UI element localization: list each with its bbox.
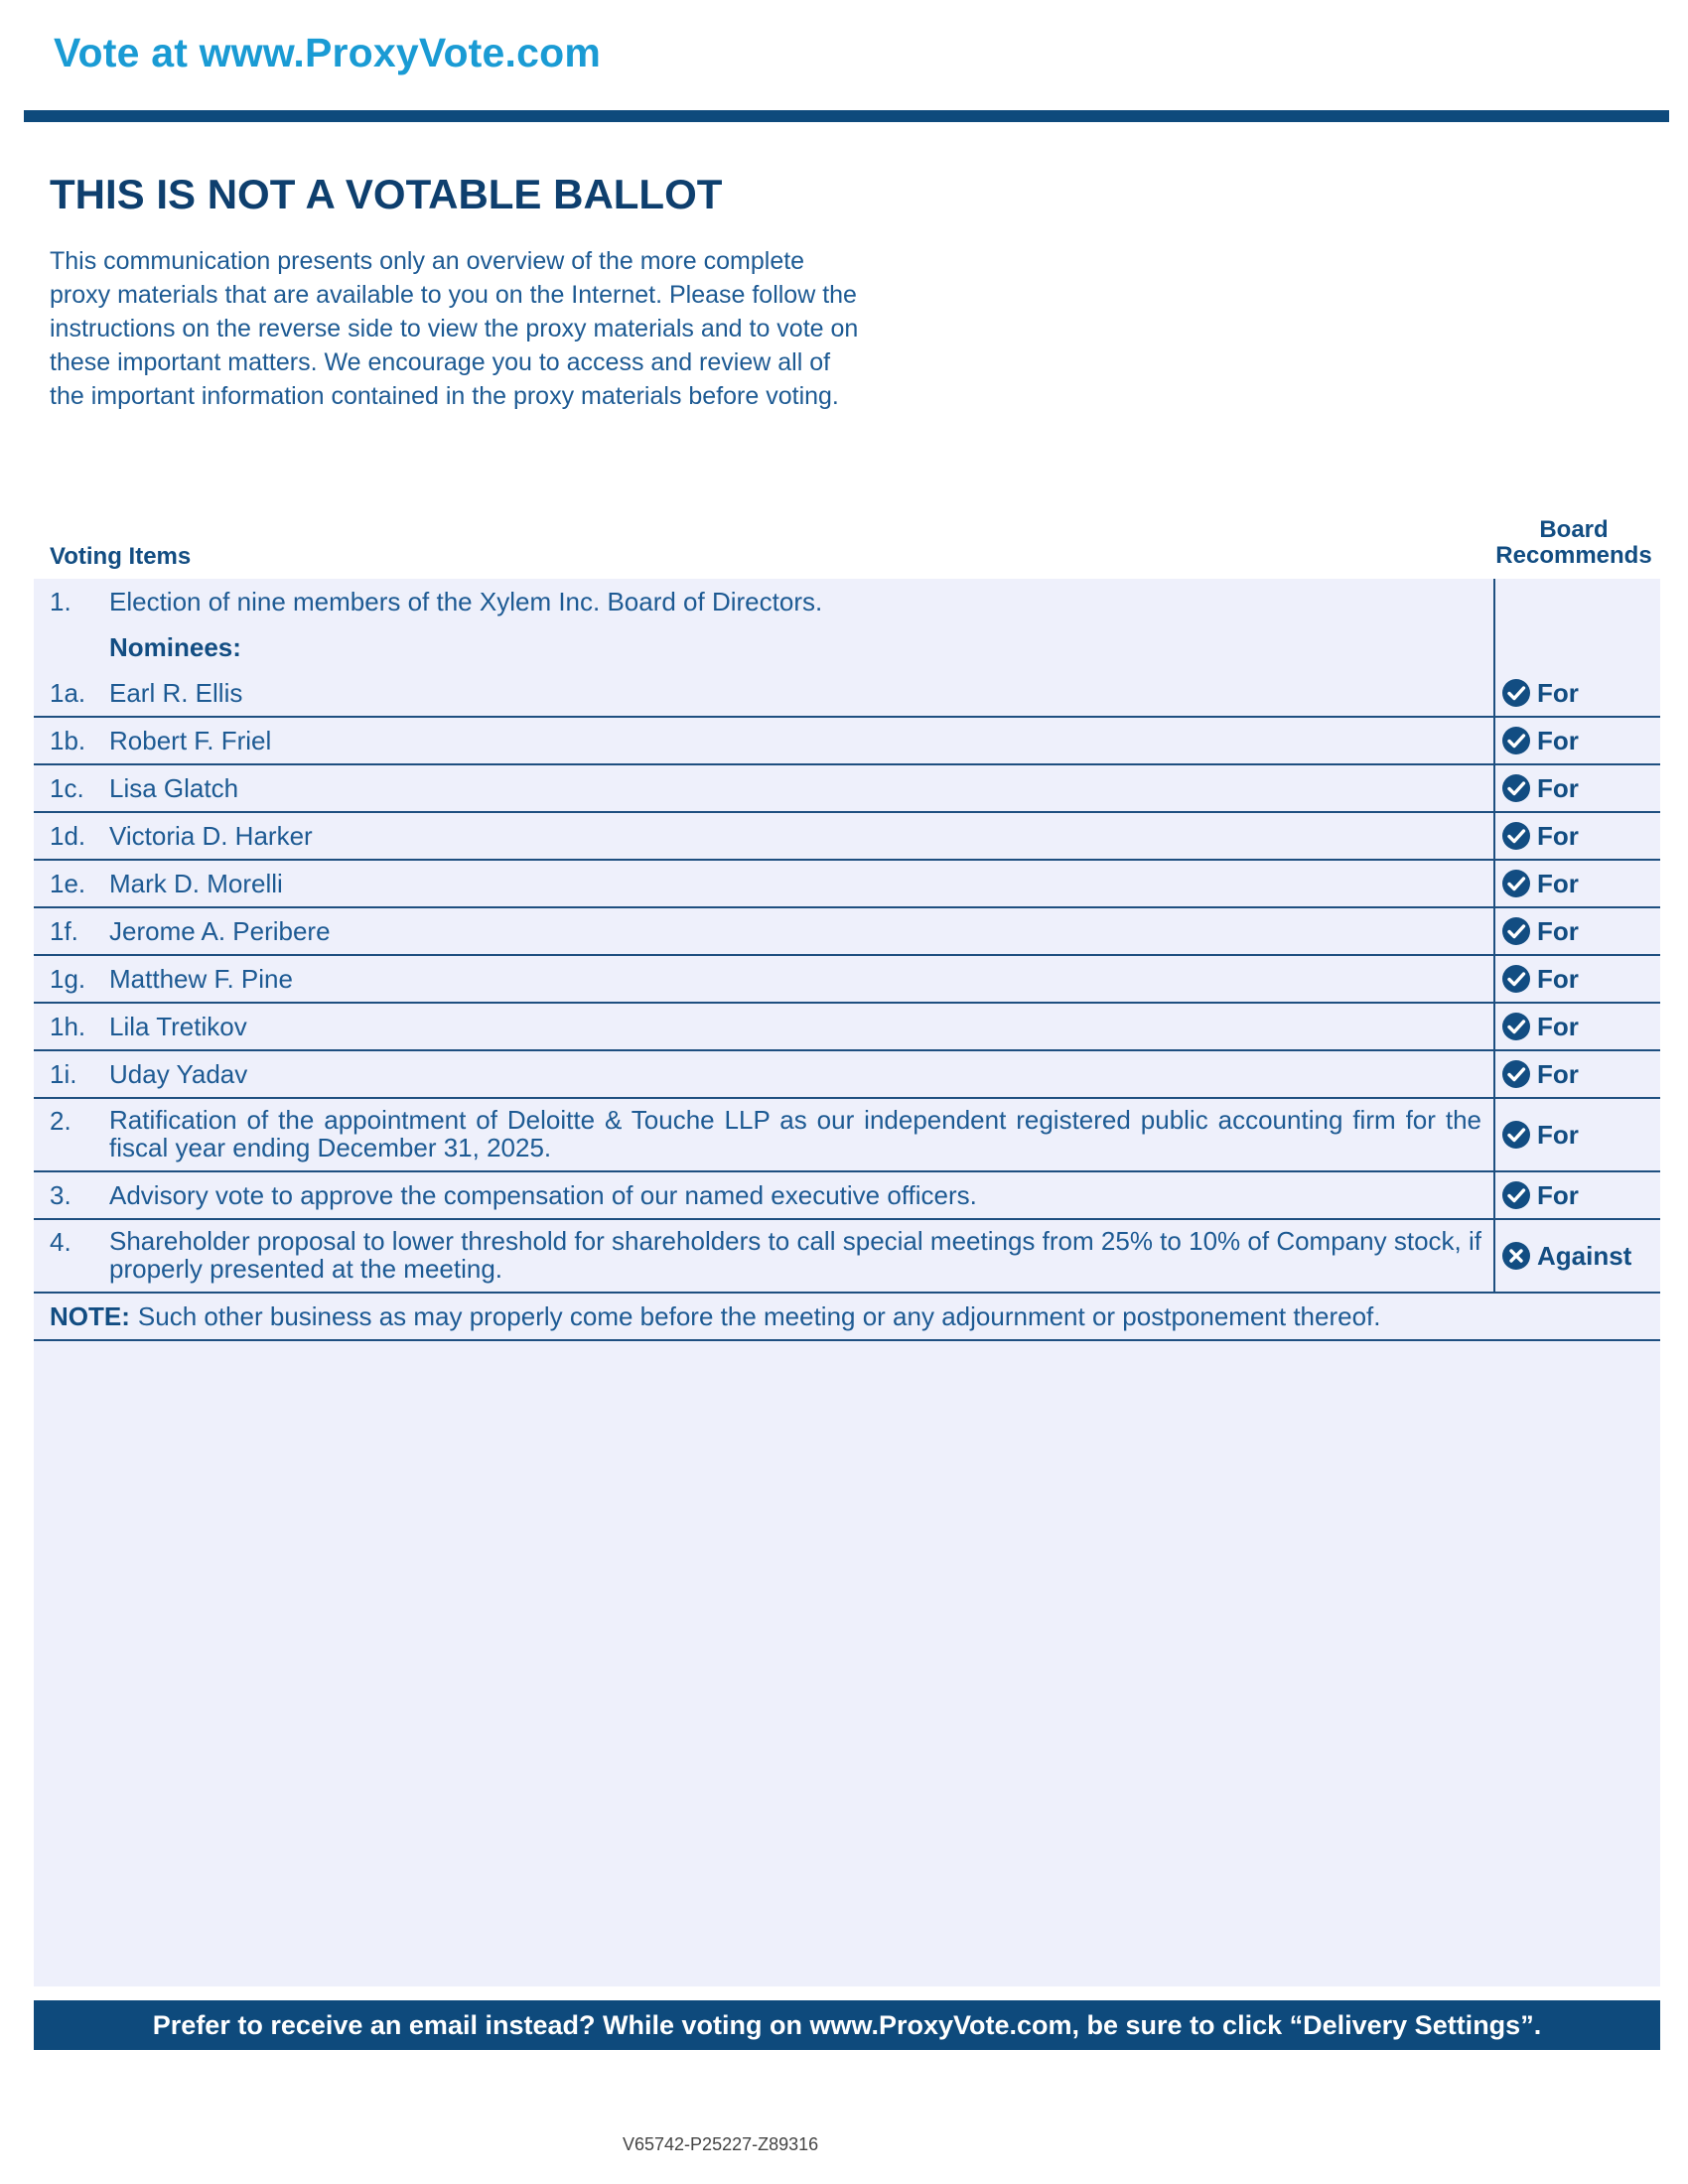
item-text: Lisa Glatch <box>109 772 239 803</box>
footer-code: V65742-P25227-Z89316 <box>623 2134 819 2154</box>
table-row <box>34 1172 1660 1220</box>
note-text: Such other business as may properly come before the meeting or any adjournment or postponement thereof. <box>137 1300 1381 1331</box>
item-text: Earl R. Ellis <box>109 677 243 708</box>
board-recommendation <box>1501 1241 1631 1272</box>
top-rule <box>24 110 1669 122</box>
check-circle-icon <box>1501 1059 1537 1089</box>
table-row <box>34 813 1660 861</box>
item-number: 1f. <box>50 915 78 946</box>
item-number: 1c. <box>50 772 84 803</box>
table-row <box>34 861 1660 908</box>
check-circle-icon <box>1501 1120 1537 1150</box>
rows-container <box>34 670 1660 1294</box>
item-text: Matthew F. Pine <box>109 963 293 994</box>
board-recommendation <box>1501 726 1579 756</box>
recommendation-label: For <box>1537 1119 1579 1150</box>
table-row <box>34 1099 1660 1172</box>
item-text: Advisory vote to approve the compensation of our named executive officers. <box>109 1179 977 1210</box>
item-text: Shareholder proposal to lower threshold for shareholders to call special meetings from 25% to 10% of Company stock, if properly presented at the meeting. <box>109 1226 1481 1284</box>
board-recommendation <box>1501 773 1579 804</box>
table-row <box>34 956 1660 1004</box>
voting-items-table <box>34 579 1660 1341</box>
item-text: Lila Tretikov <box>109 1011 247 1041</box>
item-number: 3. <box>50 1179 71 1210</box>
board-recommends-header <box>1489 517 1658 569</box>
item-number: 1b. <box>50 725 86 755</box>
recommendation-label: For <box>1537 868 1579 898</box>
recommendation-label: For <box>1537 677 1579 708</box>
item-1-row <box>34 579 1660 624</box>
board-recommendation <box>1501 1180 1579 1211</box>
table-row <box>34 670 1660 718</box>
table-row <box>34 908 1660 956</box>
check-circle-icon <box>1501 726 1537 755</box>
item-number: 1g. <box>50 963 86 994</box>
check-circle-icon <box>1501 1180 1537 1210</box>
check-circle-icon <box>1501 916 1537 946</box>
table-row <box>34 1051 1660 1099</box>
item-number: 1a. <box>50 677 86 708</box>
board-recommends-line2: Recommends <box>1495 542 1652 569</box>
check-circle-icon <box>1501 678 1537 708</box>
table-row <box>34 1220 1660 1294</box>
recommendation-label: For <box>1537 1058 1579 1089</box>
recommendation-label: For <box>1537 820 1579 851</box>
nominees-label-row <box>34 624 1660 670</box>
recommendation-label: Against <box>1537 1240 1632 1271</box>
item-number: 2. <box>50 1106 71 1136</box>
board-recommendation <box>1501 964 1579 995</box>
item-number: 1h. <box>50 1011 86 1041</box>
recommendation-label: For <box>1537 963 1579 994</box>
check-circle-icon <box>1501 1012 1537 1041</box>
x-circle-icon <box>1501 1241 1537 1271</box>
board-recommendation <box>1501 1059 1579 1090</box>
recommendation-label: For <box>1537 1011 1579 1041</box>
table-row <box>34 1004 1660 1051</box>
item-text: Robert F. Friel <box>109 725 272 755</box>
delivery-settings-banner: Prefer to receive an email instead? While voting on www.ProxyVote.com, be sure to click “Delivery Settings”. <box>34 2000 1660 2050</box>
item-number: 1e. <box>50 868 86 898</box>
voting-items-header: Voting Items <box>50 543 192 570</box>
board-recommendation <box>1501 678 1579 709</box>
item-number: 1. <box>50 586 71 616</box>
item-text: Election of nine members of the Xylem Inc. Board of Directors. <box>109 586 823 616</box>
board-recommendation <box>1501 869 1579 899</box>
note-row <box>34 1294 1660 1341</box>
item-number: 4. <box>50 1227 71 1257</box>
item-text: Victoria D. Harker <box>109 820 313 851</box>
item-number: 1d. <box>50 820 86 851</box>
vote-url-heading: Vote at www.ProxyVote.com <box>54 30 602 75</box>
recommendation-label: For <box>1537 1179 1579 1210</box>
recommendation-label: For <box>1537 725 1579 755</box>
item-text: Jerome A. Peribere <box>109 915 331 946</box>
board-recommends-line1: Board <box>1539 516 1609 543</box>
recommendation-label: For <box>1537 915 1579 946</box>
board-recommendation <box>1501 821 1579 852</box>
intro-paragraph: This communication presents only an overview of the more complete proxy materials that are available to you on the Internet. Please follow the instructions on the reverse side to view the proxy materials and to vote on these important matters. We encourage you to access and review all of the important information contained in the proxy materials before voting. <box>50 247 859 410</box>
item-text: Ratification of the appointment of Deloitte & Touche LLP as our independent registered public accounting firm for the fiscal year ending December 31, 2025. <box>109 1105 1481 1162</box>
nominees-label: Nominees: <box>109 631 241 662</box>
table-row <box>34 765 1660 813</box>
board-recommendation <box>1501 1120 1579 1151</box>
recommendation-label: For <box>1537 772 1579 803</box>
table-row <box>34 718 1660 765</box>
check-circle-icon <box>1501 964 1537 994</box>
page-title: THIS IS NOT A VOTABLE BALLOT <box>50 171 723 217</box>
item-number: 1i. <box>50 1058 77 1089</box>
item-text: Mark D. Morelli <box>109 868 283 898</box>
item-text: Uday Yadav <box>109 1058 248 1089</box>
board-recommendation <box>1501 916 1579 947</box>
check-circle-icon <box>1501 773 1537 803</box>
check-circle-icon <box>1501 869 1537 898</box>
check-circle-icon <box>1501 821 1537 851</box>
note-label: NOTE: <box>50 1300 130 1331</box>
board-recommendation <box>1501 1012 1579 1042</box>
